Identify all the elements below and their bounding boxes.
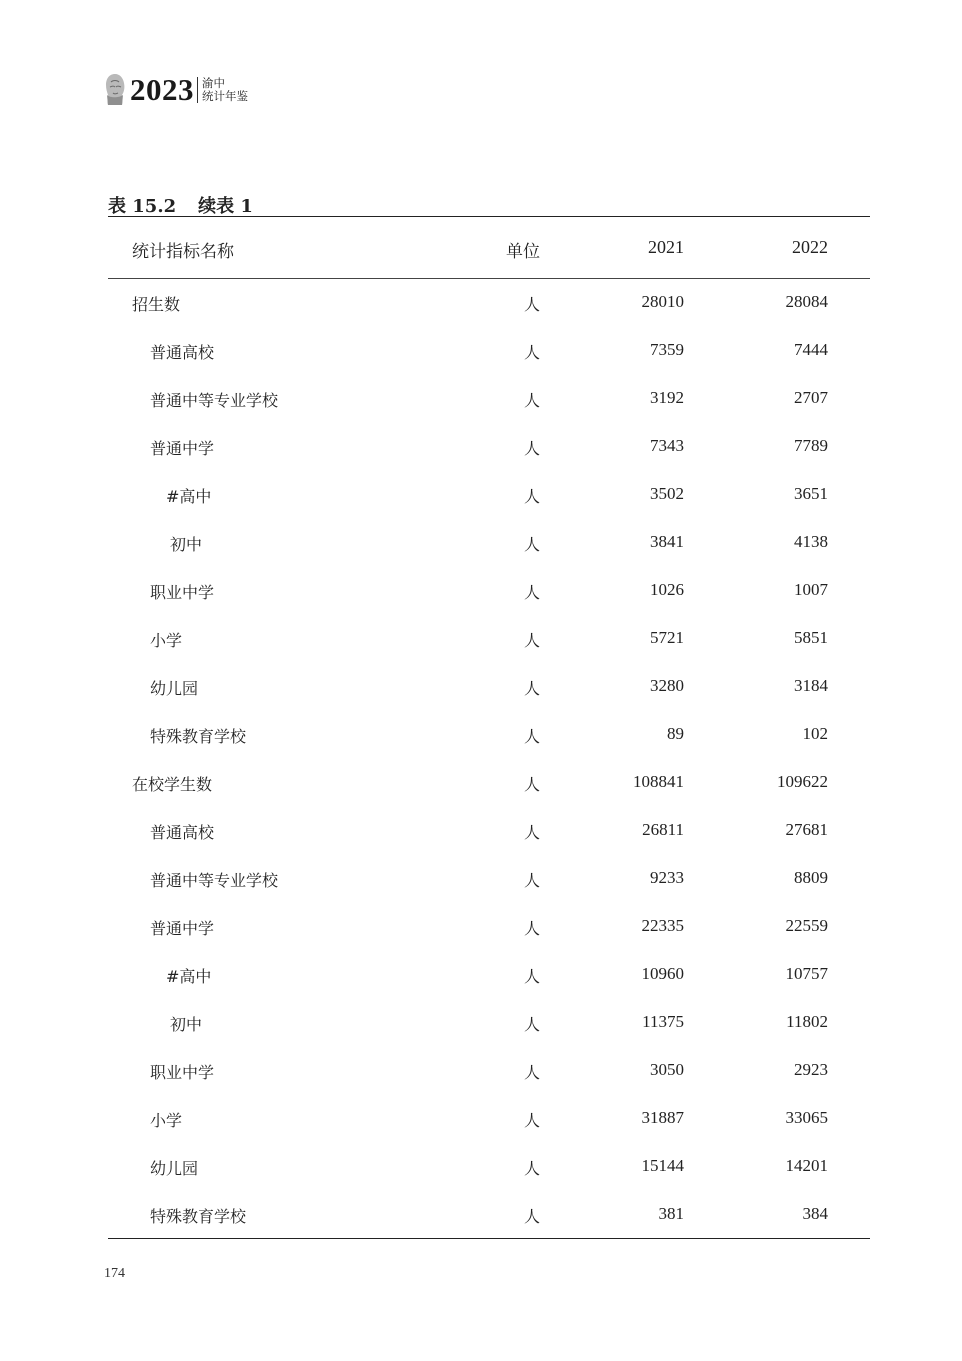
- row-unit: 人: [523, 487, 540, 506]
- row-value-2022: 7444: [794, 340, 828, 359]
- row-unit: 人: [523, 295, 540, 314]
- table-continuation: 续表 1: [198, 196, 253, 217]
- row-name: 初中: [170, 535, 203, 554]
- table-row: [108, 999, 870, 1047]
- yearbook-title-line2: 统计年鉴: [202, 89, 248, 103]
- row-name: 普通高校: [150, 343, 215, 362]
- column-header-name: 统计指标名称: [132, 242, 234, 262]
- row-value-2022: 28084: [785, 292, 828, 311]
- table-row: [108, 279, 870, 327]
- row-value-2021: 1026: [650, 580, 684, 599]
- row-value-2022: 102: [802, 724, 828, 743]
- table-row: [108, 327, 870, 375]
- row-value-2022: 109622: [777, 772, 828, 791]
- table-row: [108, 423, 870, 471]
- table-row: [108, 1095, 870, 1143]
- table-row: [108, 471, 870, 519]
- table-header: [108, 217, 870, 278]
- row-value-2022: 8809: [794, 868, 828, 887]
- row-name: 特殊教育学校: [150, 727, 247, 746]
- row-value-2021: 381: [658, 1204, 684, 1223]
- row-value-2021: 22335: [641, 916, 684, 935]
- row-value-2021: 5721: [650, 628, 684, 647]
- table-row: [108, 615, 870, 663]
- row-unit: 人: [523, 967, 540, 986]
- row-unit: 人: [523, 919, 540, 938]
- table-bottom-rule: [108, 1238, 870, 1239]
- row-unit: 人: [523, 775, 540, 794]
- row-name: 普通高校: [150, 823, 215, 842]
- column-header-unit: 单位: [506, 242, 540, 262]
- row-name: 普通中学: [150, 439, 215, 458]
- table-row: [108, 567, 870, 615]
- table-row: [108, 1143, 870, 1191]
- row-value-2022: 14201: [785, 1156, 828, 1175]
- table-row: [108, 1047, 870, 1095]
- row-unit: 人: [523, 871, 540, 890]
- row-value-2021: 108841: [633, 772, 684, 791]
- row-value-2021: 28010: [641, 292, 684, 311]
- yearbook-title-line1: 渝中: [202, 76, 225, 90]
- row-value-2022: 1007: [794, 580, 828, 599]
- row-unit: 人: [523, 1207, 540, 1226]
- yearbook-title: [202, 77, 248, 103]
- row-unit: 人: [523, 343, 540, 362]
- yearbook-year: 2023: [130, 72, 194, 107]
- row-unit: 人: [523, 1063, 540, 1082]
- table-row: [108, 375, 870, 423]
- row-unit: 人: [523, 679, 540, 698]
- row-value-2022: 22559: [785, 916, 828, 935]
- row-value-2022: 4138: [794, 532, 828, 551]
- row-value-2022: 3651: [794, 484, 828, 503]
- row-name: #高中: [166, 967, 212, 986]
- column-header-2022: 2022: [792, 237, 828, 257]
- row-name: 职业中学: [150, 1063, 215, 1082]
- row-value-2021: 3280: [650, 676, 684, 695]
- page-header: [104, 70, 248, 110]
- row-value-2022: 11802: [786, 1012, 828, 1031]
- row-name: 小学: [150, 631, 183, 650]
- row-value-2021: 9233: [650, 868, 684, 887]
- table-row: [108, 711, 870, 759]
- row-unit: 人: [523, 1111, 540, 1130]
- row-name: 幼儿园: [150, 1159, 199, 1178]
- row-value-2022: 5851: [794, 628, 828, 647]
- page-number: 174: [104, 1266, 125, 1281]
- row-value-2021: 3192: [650, 388, 684, 407]
- row-name: 职业中学: [150, 583, 215, 602]
- row-unit: 人: [523, 631, 540, 650]
- row-value-2021: 3841: [650, 532, 684, 551]
- row-value-2021: 3502: [650, 484, 684, 503]
- table-row: [108, 903, 870, 951]
- row-value-2021: 26811: [642, 820, 684, 839]
- row-name: #高中: [166, 487, 212, 506]
- row-value-2021: 31887: [641, 1108, 684, 1127]
- table-row: [108, 519, 870, 567]
- row-value-2021: 15144: [641, 1156, 684, 1175]
- table-number: 表 15.2: [108, 196, 177, 217]
- table-caption: [108, 192, 253, 218]
- row-name: 特殊教育学校: [150, 1207, 247, 1226]
- row-unit: 人: [523, 391, 540, 410]
- row-name: 普通中等专业学校: [150, 391, 279, 410]
- row-value-2022: 2707: [794, 388, 828, 407]
- row-name: 招生数: [132, 295, 181, 314]
- row-name: 小学: [150, 1111, 183, 1130]
- table-row: [108, 663, 870, 711]
- table-row: [108, 807, 870, 855]
- row-unit: 人: [523, 583, 540, 602]
- table-body: [108, 279, 870, 1239]
- row-value-2021: 10960: [641, 964, 684, 983]
- row-unit: 人: [523, 1015, 540, 1034]
- row-value-2022: 33065: [785, 1108, 828, 1127]
- row-value-2022: 27681: [785, 820, 828, 839]
- row-value-2021: 89: [667, 724, 684, 743]
- row-value-2022: 384: [802, 1204, 828, 1223]
- row-name: 初中: [170, 1015, 203, 1034]
- row-value-2022: 7789: [794, 436, 828, 455]
- row-unit: 人: [523, 1159, 540, 1178]
- row-name: 在校学生数: [132, 775, 213, 794]
- table-row: [108, 1191, 870, 1239]
- row-name: 普通中等专业学校: [150, 871, 279, 890]
- row-unit: 人: [523, 823, 540, 842]
- row-unit: 人: [523, 535, 540, 554]
- row-name: 普通中学: [150, 919, 215, 938]
- column-header-2021: 2021: [648, 237, 684, 257]
- row-value-2021: 7359: [650, 340, 684, 359]
- table-row: [108, 759, 870, 807]
- row-value-2022: 2923: [794, 1060, 828, 1079]
- row-unit: 人: [523, 727, 540, 746]
- row-value-2021: 11375: [642, 1012, 684, 1031]
- row-name: 幼儿园: [150, 679, 199, 698]
- row-value-2021: 7343: [650, 436, 684, 455]
- row-value-2022: 10757: [785, 964, 828, 983]
- table-row: [108, 855, 870, 903]
- row-value-2022: 3184: [794, 676, 828, 695]
- header-divider: [197, 77, 198, 103]
- statue-head-icon: [104, 73, 126, 107]
- row-value-2021: 3050: [650, 1060, 684, 1079]
- row-unit: 人: [523, 439, 540, 458]
- table-row: [108, 951, 870, 999]
